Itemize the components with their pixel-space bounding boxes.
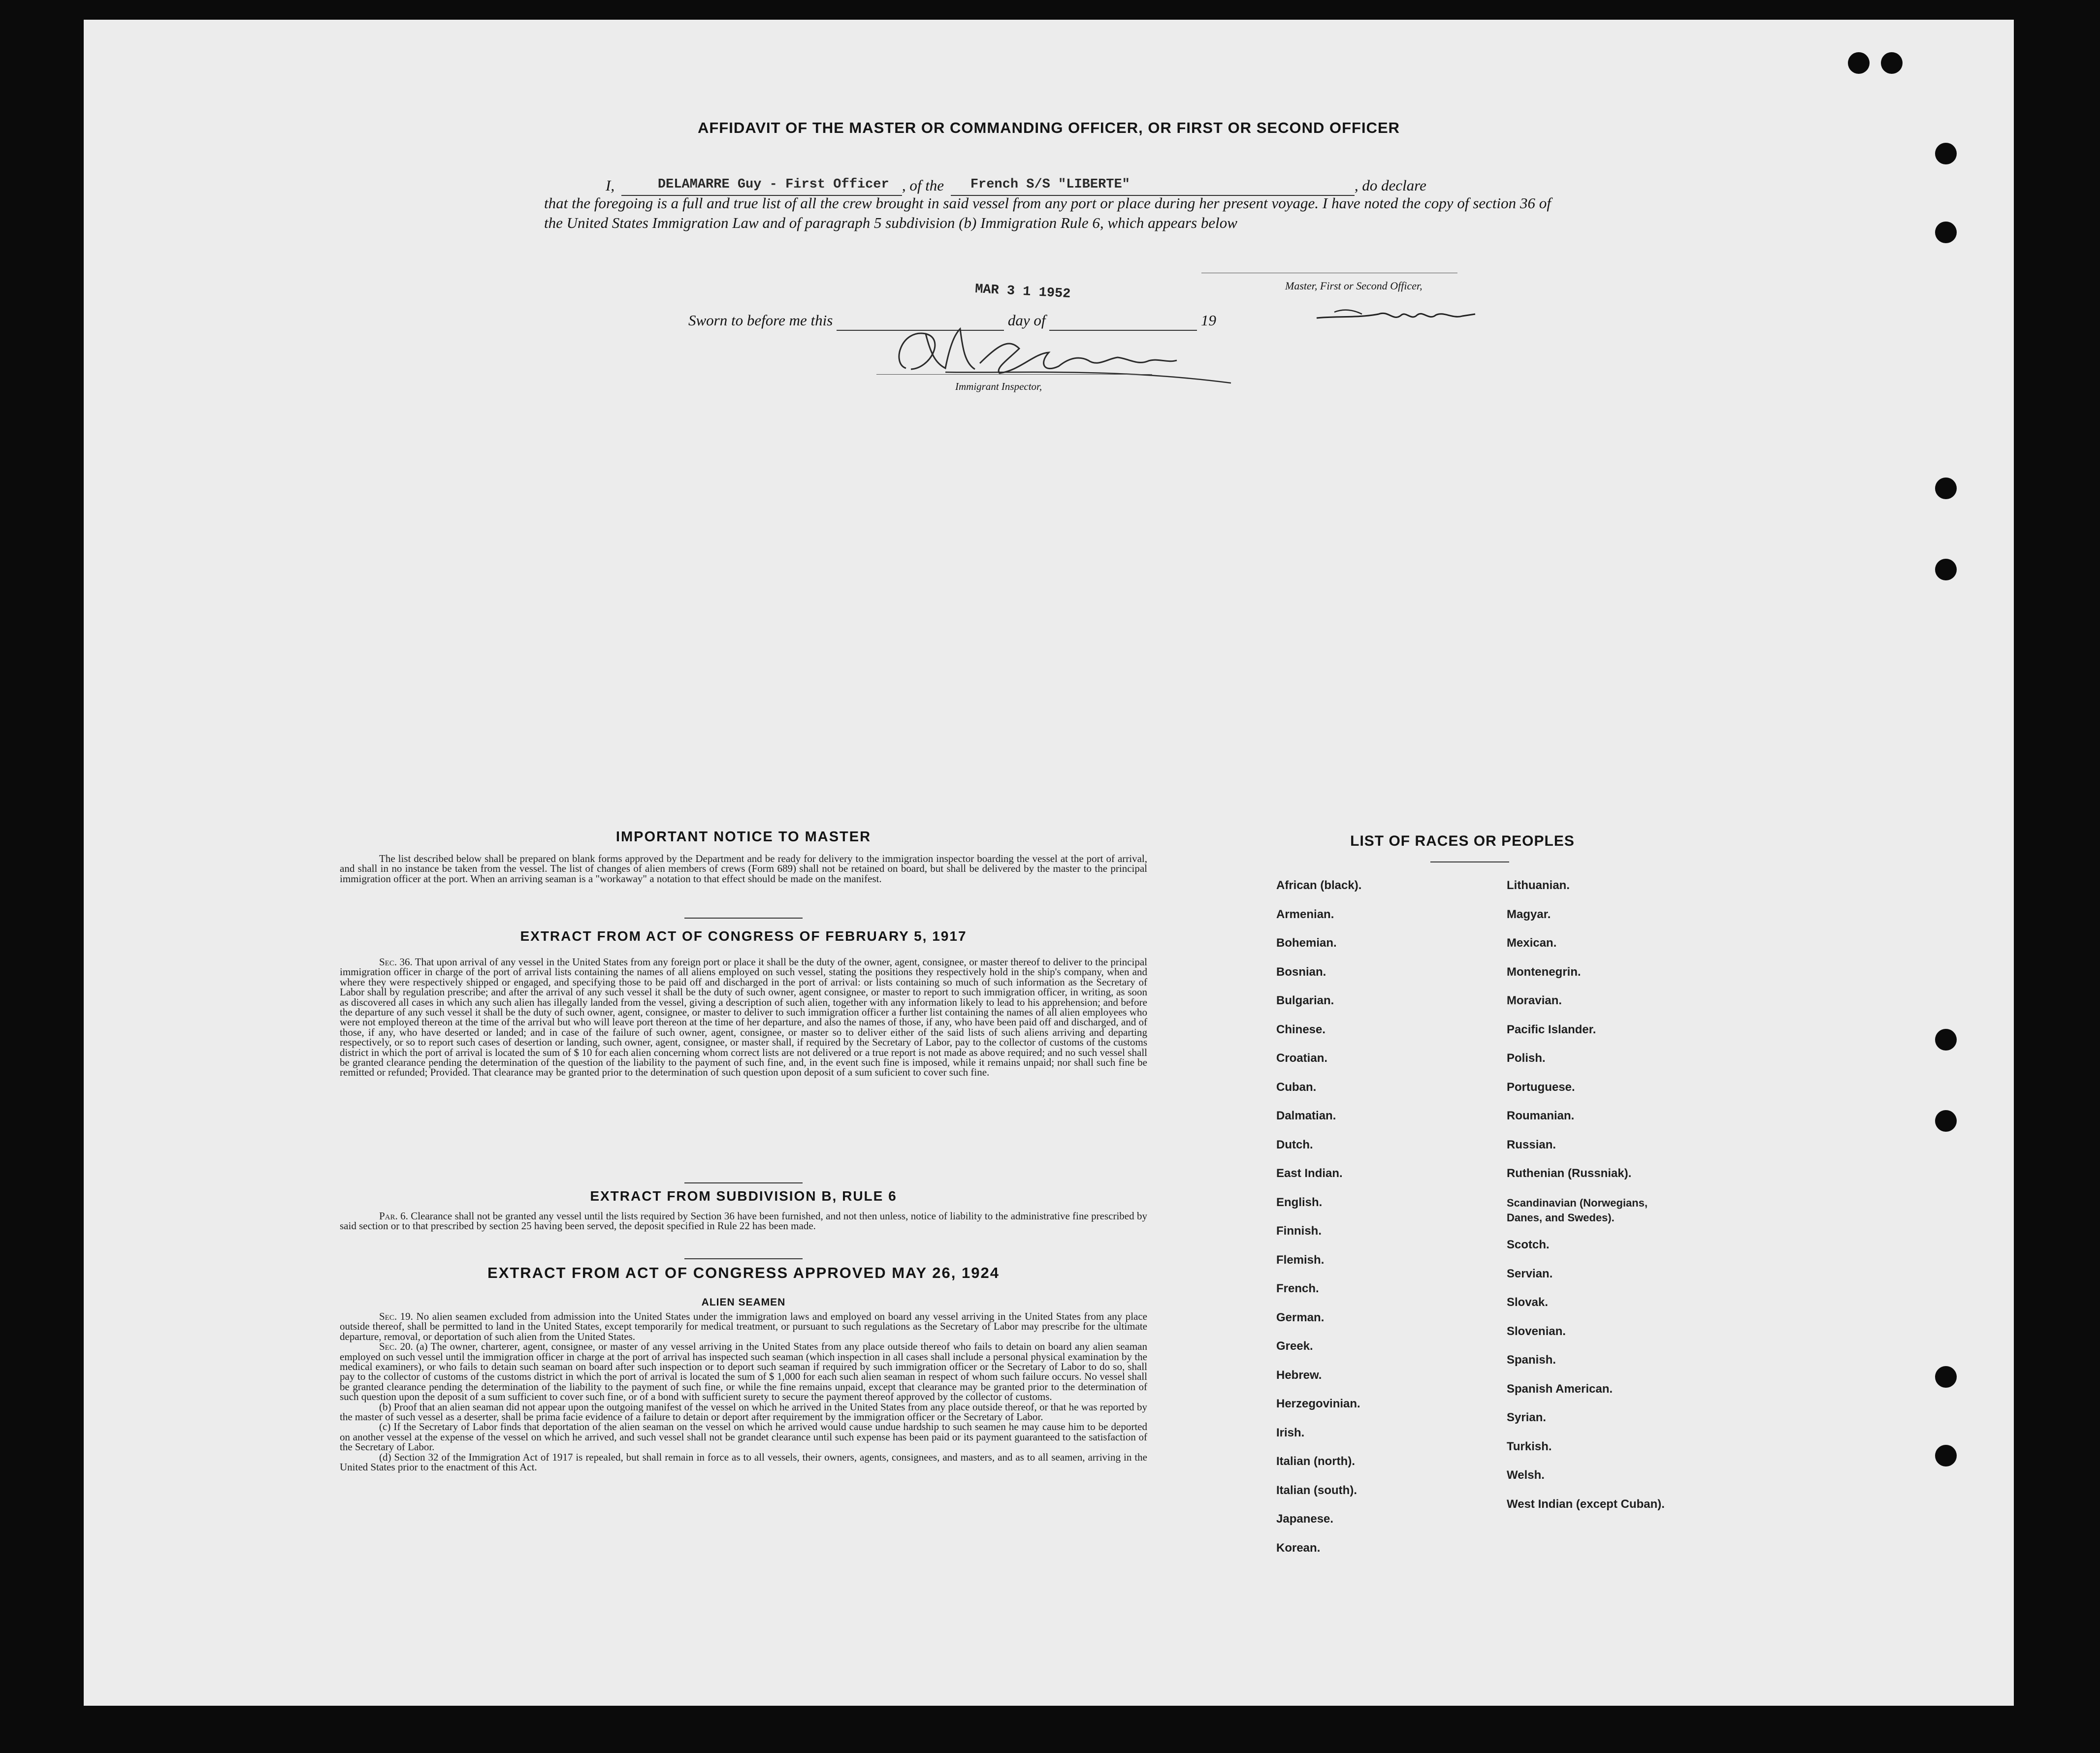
race-item: Moravian. xyxy=(1507,994,1562,1007)
year-prefix: 19 xyxy=(1200,312,1216,329)
race-item: Pacific Islander. xyxy=(1507,1022,1596,1036)
vessel-name: French S/S "LIBERTE" xyxy=(970,177,1130,192)
race-item: Roumanian. xyxy=(1507,1109,1575,1122)
race-item: Scandinavian (Norwegians, Danes, and Swedes). xyxy=(1507,1196,1648,1224)
race-item: Bosnian. xyxy=(1276,965,1326,979)
race-item: Italian (south). xyxy=(1276,1483,1357,1497)
i-label: I, xyxy=(606,177,615,194)
race-item: Spanish. xyxy=(1507,1353,1556,1367)
race-item: Mexican. xyxy=(1507,936,1557,950)
divider xyxy=(684,1182,803,1183)
extract-rule6-title: EXTRACT FROM SUBDIVISION B, RULE 6 xyxy=(590,1188,897,1204)
sec-20a-text: (a) The owner, charterer, agent, consignee, or master of any vessel arriving in the United States from any place outside thereof who fails to detain on board any alien seaman employed on such vessel until the immigration officer in charge at the port of arrival has inspected such seaman (which inspection in all cases shall include a personal physical examination by the medical examiners), or who fails to detain such seaman on board after such inspection or to deport such seaman if required by such immigration officer or the Secretary of Labor to do so, shall pay to the collector of customs of the customs district in which the port of arrival is located the sum of $ 1,000 for each such alien seaman in respect of whom such failure occurs. No vessel shall be granted clearance pending the determination of the liability to the payment of such fine, or while the fine remains unpaid, except that clearance may be granted prior to the determination of such question upon the deposit of a sum sufficient to cover such fine, or of a bond with sufficient surety to secure the payment thereof approved by the collector of customs. xyxy=(340,1340,1147,1403)
races-list-left xyxy=(1276,879,1488,1588)
divider xyxy=(1430,861,1509,862)
declarant-name: DELAMARRE Guy - First Officer xyxy=(657,177,889,192)
race-item: Welsh. xyxy=(1507,1468,1545,1482)
race-item: Polish. xyxy=(1507,1052,1546,1065)
extract-1924-title: EXTRACT FROM ACT OF CONGRESS APPROVED MAY 26, 1924 xyxy=(487,1264,1000,1281)
race-item: Finnish. xyxy=(1276,1224,1322,1238)
do-declare-label: , do declare xyxy=(1354,177,1426,194)
race-item: Chinese. xyxy=(1276,1022,1326,1036)
race-item: Montenegrin. xyxy=(1507,965,1581,979)
race-item: Slovak. xyxy=(1507,1296,1549,1309)
notice-title: IMPORTANT NOTICE TO MASTER xyxy=(615,829,872,845)
affidavit-first-line xyxy=(571,172,1551,196)
divider xyxy=(684,918,803,919)
race-item: Croatian. xyxy=(1276,1052,1328,1065)
affidavit-body: that the foregoing is a full and true list of all the crew brought in said vessel from any port or place during her present voyage. I have noted the copy of section 36 of the United States Immigration Law and of paragraph 5 subdivision (b) Immigration Rule 6, which appears below xyxy=(544,194,1551,231)
race-item: Cuban. xyxy=(1276,1080,1317,1094)
punch-hole xyxy=(1881,52,1903,74)
sec-19-text: No alien seamen excluded from admission into the United States under the immigration laws and employed on board any vessel arriving in the United States from any place outside thereof, shall be permitted to land in the United States, except temporarily for medical treatment, or pursuant to such regulations as the Secretary of Labor may prescribe for the ultimate departure, removal, or deportation of such alien from the United States. xyxy=(340,1310,1147,1342)
race-item: Korean. xyxy=(1276,1541,1321,1555)
race-item: English. xyxy=(1276,1195,1323,1209)
date-stamp: MAR 3 1 1952 xyxy=(974,282,1071,302)
of-the-label: , of the xyxy=(902,177,944,194)
inspector-signature xyxy=(872,314,1246,388)
race-item: Bulgarian. xyxy=(1276,994,1334,1007)
document-page xyxy=(84,20,2014,1706)
race-item: Ruthenian (Russniak). xyxy=(1507,1167,1632,1180)
race-item: French. xyxy=(1276,1282,1319,1295)
sec-36-label: Sec. 36. xyxy=(379,956,413,968)
notice-paragraph: The list described below shall be prepared on blank forms approved by the Department and be ready for delivery to the immigration inspector boarding the vessel at the port of arrival, and shall in no instance be taken from the vessel. The list of changes of alien members of crews (Form 689) shall not be retained on board, but shall be delivered by the master to the principal immigration officer at the port. When an arriving seaman is a "workaway" a notation to that effect should be made on the manifest. xyxy=(340,853,1147,885)
race-item: Flemish. xyxy=(1276,1253,1325,1267)
race-item: West Indian (except Cuban). xyxy=(1507,1497,1665,1511)
punch-hole xyxy=(1848,52,1870,74)
divider xyxy=(684,1258,803,1259)
race-item: Dalmatian. xyxy=(1276,1109,1336,1122)
race-item: Spanish American. xyxy=(1507,1382,1613,1396)
vessel-blank xyxy=(951,172,1355,196)
sec-20b-text: (b) Proof that an alien seaman did not appear upon the outgoing manifest of the vessel on which he arrived in the United States from any place outside thereof, or that he was reported by the master of such vessel as a deserter, shall be prima facie evidence of a failure to detain or deport after requirement by the immigration officer or the Secretary of Labor. xyxy=(340,1401,1147,1423)
race-item: Syrian. xyxy=(1507,1411,1547,1424)
notice-text xyxy=(340,854,1147,884)
race-item: Irish. xyxy=(1276,1426,1305,1439)
race-item: Scotch. xyxy=(1507,1238,1550,1251)
race-item: Portuguese. xyxy=(1507,1080,1575,1094)
sworn-label: Sworn to before me this xyxy=(688,312,833,329)
extract-rule6-text xyxy=(340,1211,1147,1231)
inspector-label: Immigrant Inspector, xyxy=(955,381,1042,392)
race-item: Servian. xyxy=(1507,1267,1553,1280)
punch-hole xyxy=(1935,478,1957,499)
extract-1924-text xyxy=(340,1311,1147,1472)
inspector-signature-line xyxy=(876,374,1152,375)
par-6-text: Clearance shall not be granted any vessel until the lists required by Section 36 have been furnished, and not then unless, notice of liability to the administrative fine prescribed by said section or to that prescribed by section 25 having been served, the deposit specified in Rule 22 has been made. xyxy=(340,1210,1147,1232)
punch-hole xyxy=(1935,143,1957,164)
race-item: Russian. xyxy=(1507,1138,1556,1151)
punch-hole xyxy=(1935,1366,1957,1388)
race-item: Japanese. xyxy=(1276,1512,1334,1526)
sec-20c-text: (c) If the Secretary of Labor finds that deportation of the alien seaman on the vessel on which he arrived would cause undue hardship to such seamen he may cause him to be deported on another vessel at the expense of the vessel on which he arrived, and such vessel shall not be grandet clearance until such expense has been paid or its payment guaranteed to the satisfaction of the Secretary of Labor. xyxy=(340,1421,1147,1453)
race-item: Bohemian. xyxy=(1276,936,1337,950)
affidavit-title: AFFIDAVIT OF THE MASTER OR COMMANDING OFFICER, OR FIRST OR SECOND OFFICER xyxy=(697,119,1400,136)
race-item: Magyar. xyxy=(1507,907,1551,921)
race-item: Dutch. xyxy=(1276,1138,1313,1151)
punch-hole xyxy=(1935,559,1957,580)
extract-1917-text xyxy=(340,957,1147,1078)
race-item: Hebrew. xyxy=(1276,1368,1322,1382)
race-item: East Indian. xyxy=(1276,1167,1343,1180)
race-item: African (black). xyxy=(1276,879,1362,892)
officer-signature xyxy=(1315,301,1477,331)
race-item: Herzegovinian. xyxy=(1276,1397,1360,1410)
race-item: Greek. xyxy=(1276,1339,1313,1353)
punch-hole xyxy=(1935,222,1957,243)
alien-seamen-subtitle: ALIEN SEAMEN xyxy=(701,1297,786,1308)
sec-36-text: That upon arrival of any vessel in the United States from any foreign port or place it shall be the duty of the owner, agent, consignee, or master thereof to deliver to the principal immigration officer in charge of the port of arrival lists containing the names of all aliens employed on such vessel, stating the positions they respectively hold in the ship's company, when and where they were respectively shipped or engaged, and specifying those to be paid off and discharged in the port of arrival: or lists containing so much of such information as the Secretary of Labor shall by regulation prescribe; and after the arrival of any such vessel it shall be the duty of such owner, agent consignee, or master to report to such immigration officer, in writing, as soon as discovered all cases in which any such alien has illegally landed from the vessel, giving a description of such alien, together with any information likely to lead to his apprehension; and before the departure of any such vessel it shall be the duty of such owner, agent, consignee, or master to deliver to such immigration officer a further list containing the names of all alien employees who were not employed thereon at the time of the arrival but who will leave port thereon at the time of her departure, and also the names of those, if any, who have been paid off and discharged, and of those, if any, who have deserted or landed; and in case of the failure of such owner, agent, consignee, or master so to deliver either of the said lists of such aliens arriving and departing respectively, or so to report such cases of desertion or landing, such owner, agent, consignee, or master shall, if required by the Secretary of Labor, pay to the collector of customs of the customs district in which the port of arrival is located the sum of $ 10 for each alien concerning whom correct lists are not delivered or a true report is not made as above required; and no such vessel shall be granted clearance pending the determination of the question of the liability to the payment of such fine, and, in the event such fine is imposed, while it remains unpaid; nor shall such fine be remitted or refunded; Provided. That clearance may be granted prior to the determination of such question upon deposit of a sum suficient to cover such fine. xyxy=(340,956,1147,1079)
sec-20-label: Sec. 20. xyxy=(379,1340,413,1353)
race-item: Turkish. xyxy=(1507,1439,1552,1453)
punch-hole xyxy=(1935,1110,1957,1132)
races-title: LIST OF RACES OR PEOPLES xyxy=(1350,833,1575,849)
race-item: Armenian. xyxy=(1276,907,1334,921)
races-list-right xyxy=(1507,879,1733,1588)
race-item: Italian (north). xyxy=(1276,1455,1355,1468)
extract-1917-title: EXTRACT FROM ACT OF CONGRESS OF FEBRUARY 5, 1917 xyxy=(520,928,967,944)
par-6-label: Par. 6. xyxy=(379,1210,408,1222)
race-item: Lithuanian. xyxy=(1507,879,1570,892)
officer-label: Master, First or Second Officer, xyxy=(1285,280,1422,292)
declarant-blank xyxy=(621,172,902,196)
day-of-label: day of xyxy=(1007,312,1046,329)
punch-hole xyxy=(1935,1029,1957,1051)
race-item: Slovenian. xyxy=(1507,1324,1566,1338)
sec-20d-text: (d) Section 32 of the Immigration Act of 1917 is repealed, but shall remain in force as to all vessels, their owners, agents, consignees, and masters, and as to all seamen, arriving in the United States prior to the enactment of this Act. xyxy=(340,1451,1147,1473)
race-item: German. xyxy=(1276,1310,1325,1324)
punch-hole xyxy=(1935,1445,1957,1466)
sec-19-label: Sec. 19. xyxy=(379,1310,413,1322)
